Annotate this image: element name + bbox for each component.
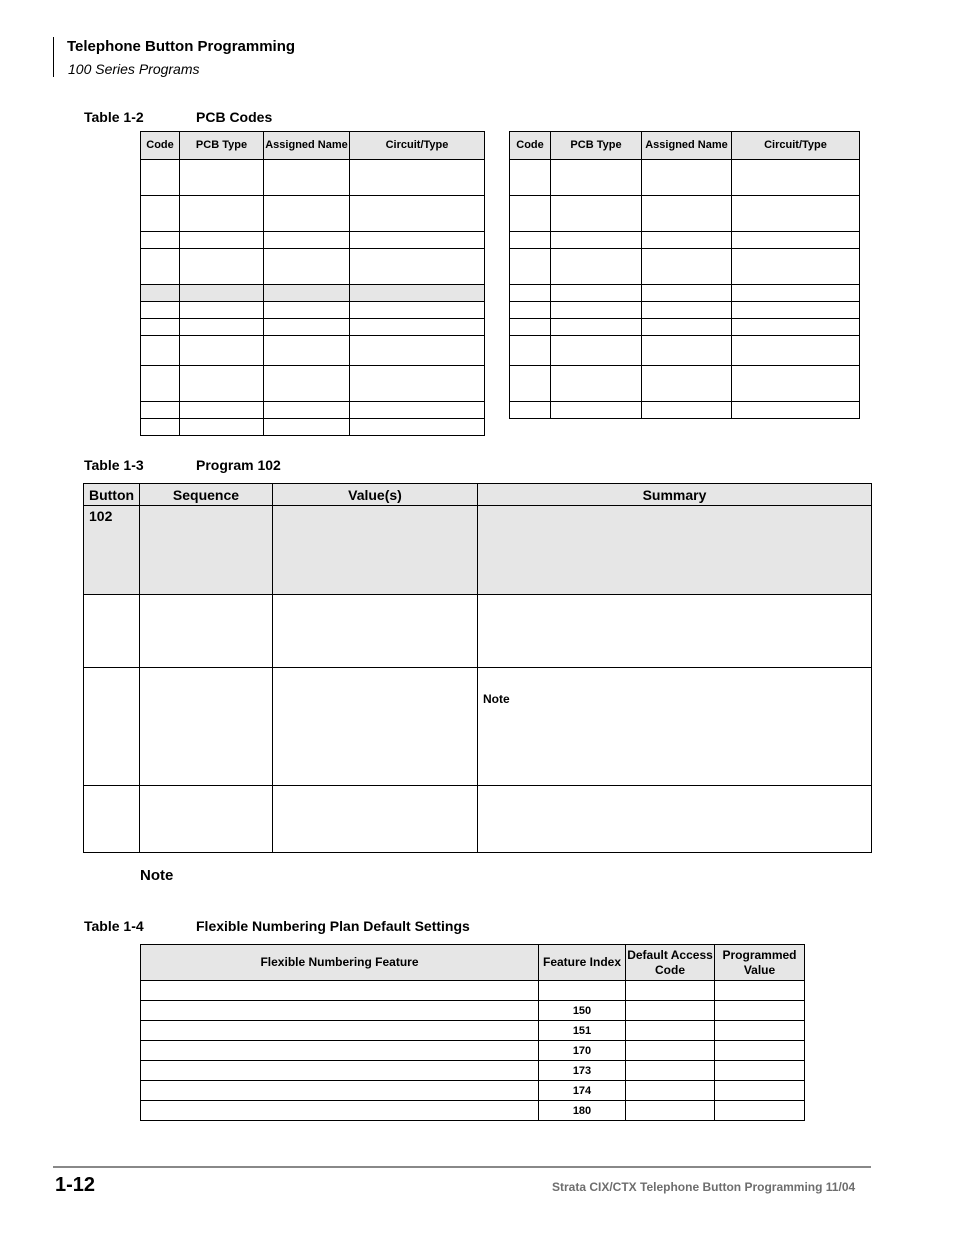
- program-102-table: [83, 483, 872, 853]
- pcb-codes-table-left: [140, 131, 485, 436]
- page-number: 1-12: [55, 1174, 96, 1196]
- header-title: Telephone Button Programming: [67, 38, 296, 55]
- feature-index-cell: [539, 981, 626, 1001]
- table12-title: PCB Codes: [196, 109, 273, 125]
- column-header-code: Code: [141, 132, 180, 160]
- table-row: [84, 506, 872, 595]
- table-row: [510, 402, 860, 419]
- feature-index-cell: 180: [539, 1101, 626, 1121]
- feature-index-cell: 151: [539, 1021, 626, 1041]
- column-header-circuit-type: Circuit/Type: [732, 132, 860, 160]
- pcb-codes-table-right: [509, 131, 860, 419]
- column-header-assigned-name: Assigned Name: [264, 132, 350, 160]
- table12-number: Table 1-2: [84, 109, 144, 125]
- column-header-pcb-type: PCB Type: [551, 132, 642, 160]
- feature-index-cell: 150: [539, 1001, 626, 1021]
- table-row: [84, 786, 872, 853]
- column-header-feature: Flexible Numbering Feature: [141, 945, 539, 981]
- table-row: [141, 981, 805, 1001]
- column-header-assigned-name: Assigned Name: [642, 132, 732, 160]
- header-subtitle: 100 Series Programs: [68, 61, 200, 77]
- column-header-pcb-type: PCB Type: [180, 132, 264, 160]
- column-header-summary: Summary: [478, 484, 872, 506]
- feature-index-cell: 174: [539, 1081, 626, 1101]
- table-row: [141, 1001, 805, 1021]
- table-row: [141, 160, 485, 196]
- table-row: [141, 1101, 805, 1121]
- table-row: [510, 336, 860, 366]
- table-row: [141, 336, 485, 366]
- table-row: [510, 249, 860, 285]
- footer-rule: [53, 1166, 871, 1168]
- column-header-button: Button: [84, 484, 140, 506]
- table-row: [510, 319, 860, 336]
- column-header-programmed-value: Programmed Value: [715, 945, 805, 981]
- table-row: [141, 232, 485, 249]
- table-row: [510, 160, 860, 196]
- table14-title: Flexible Numbering Plan Default Settings: [196, 918, 470, 934]
- table-row: [510, 366, 860, 402]
- table-header-row: [510, 132, 860, 160]
- column-header-feature-index: Feature Index: [539, 945, 626, 981]
- table-row: [84, 595, 872, 668]
- feature-index-cell: 170: [539, 1041, 626, 1061]
- table-row: [141, 1061, 805, 1081]
- table-row: [141, 419, 485, 436]
- table-header-row: [84, 484, 872, 506]
- table-row: [141, 249, 485, 285]
- table13-number: Table 1-3: [84, 457, 144, 473]
- table-row: [141, 1021, 805, 1041]
- table-row: [141, 302, 485, 319]
- table-row: [510, 285, 860, 302]
- table-row: [141, 402, 485, 419]
- table-header-row: [141, 945, 805, 981]
- footer-text: Strata CIX/CTX Telephone Button Programming 11/04: [552, 1180, 856, 1194]
- flexible-numbering-table: [140, 944, 805, 1121]
- table-row: [141, 1041, 805, 1061]
- column-header-code: Code: [510, 132, 551, 160]
- button-cell: 102: [84, 506, 140, 595]
- table-header-row: [141, 132, 485, 160]
- column-header-values: Value(s): [273, 484, 478, 506]
- table-row: [141, 366, 485, 402]
- table-row: [84, 668, 872, 786]
- table13-title: Program 102: [196, 457, 281, 473]
- note-label: Note: [140, 867, 174, 884]
- table-row: [141, 285, 485, 302]
- summary-note: Note: [478, 668, 872, 786]
- header-rule: [53, 37, 54, 77]
- table-row: [141, 319, 485, 336]
- table-row: [510, 196, 860, 232]
- column-header-circuit-type: Circuit/Type: [350, 132, 485, 160]
- column-header-sequence: Sequence: [140, 484, 273, 506]
- table-row: [141, 196, 485, 232]
- table-row: [141, 1081, 805, 1101]
- table14-number: Table 1-4: [84, 918, 144, 934]
- column-header-default-access-code: Default Access Code: [626, 945, 715, 981]
- table-row: [510, 232, 860, 249]
- feature-index-cell: 173: [539, 1061, 626, 1081]
- table-row: [510, 302, 860, 319]
